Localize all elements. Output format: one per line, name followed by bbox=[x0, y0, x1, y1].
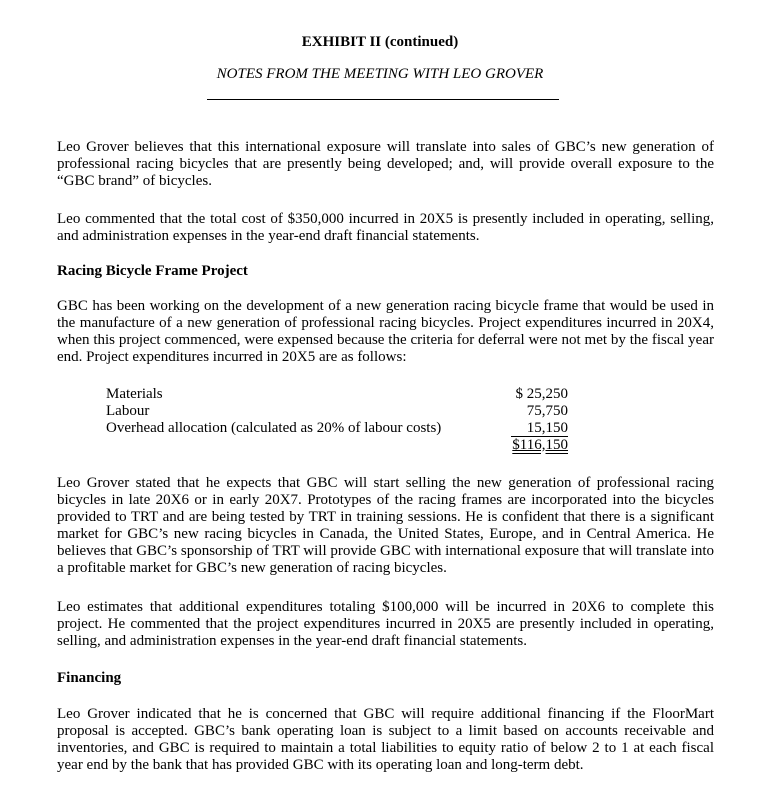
exhibit-title: EXHIBIT II (continued) bbox=[301, 34, 459, 50]
title-divider bbox=[207, 99, 559, 100]
paragraph-financing-concern: Leo Grover indicated that he is concerned that GBC will require additional financing if the FloorMart proposal is accepted. GBC’s bank operating loan is subject to a limit based on accounts receivable and inventories, and GBC is required to maintain a total liabilities to equity ratio of below 2 to 1 at each fiscal year end by the bank that has provided GBC with its operating loan and long-term debt. bbox=[57, 706, 714, 773]
paragraph-selling-expectations: Leo Grover stated that he expects that GBC will start selling the new generation of professional racing bicycles in late 20X6 or in early 20X7. Prototypes of the racing frames are incorporated into the bicycles provided to TRT and are being tested by TRT in training sessions. He is confident that there is a significant market for GBC’s new racing bicycles in Canada, the United States, Europe, and in Central America. He believes that GBC’s sponsorship of TRT will provide GBC with international exposure that will translate into a profitable market for GBC’s new generation of racing bicycles. bbox=[57, 475, 714, 576]
heading-financing: Financing bbox=[57, 670, 122, 686]
expenditure-label: Labour bbox=[106, 403, 150, 419]
expenditure-amount: 75,750 bbox=[526, 403, 568, 419]
heading-racing-frame-project: Racing Bicycle Frame Project bbox=[57, 263, 248, 279]
paragraph-additional-expenditures: Leo estimates that additional expenditures totaling $100,000 will be incurred in 20X6 to complete this project. He commented that the project expenditures incurred in 20X5 are presently included in operating, selling, and administration expenses in the year-end draft financial statements. bbox=[57, 599, 714, 649]
paragraph-international-exposure: Leo Grover believes that this international exposure will translate into sales of GBC’s new generation of professional racing bicycles that are presently being developed; and, will provide overall exposure to the “GBC brand” of bicycles. bbox=[57, 139, 714, 189]
paragraph-total-cost: Leo commented that the total cost of $350,000 incurred in 20X5 is presently included in operating, selling, and administration expenses in the year-end draft financial statements. bbox=[57, 211, 714, 244]
expenditure-label: Overhead allocation (calculated as 20% of labour costs) bbox=[106, 420, 442, 436]
expenditure-label: Materials bbox=[106, 386, 163, 402]
expenditure-row-overhead bbox=[106, 420, 576, 437]
expenditure-row-total bbox=[106, 437, 576, 454]
expenditure-row-materials bbox=[106, 386, 576, 403]
exhibit-subtitle: NOTES FROM THE MEETING WITH LEO GROVER bbox=[216, 66, 544, 82]
expenditure-amount: 15,150 bbox=[511, 420, 568, 437]
expenditure-amount: $ 25,250 bbox=[515, 386, 568, 402]
expenditure-amount-wrap bbox=[511, 420, 568, 437]
expenditures-table bbox=[106, 386, 576, 454]
paragraph-project-description: GBC has been working on the development of a new generation racing bicycle frame that would be used in the manufacture of a new generation of professional racing bicycles. Project expenditures incurred in 20X4, when this project commenced, were expensed because the criteria for deferral were not met by the fiscal year end. Project expenditures incurred in 20X5 are as follows: bbox=[57, 298, 714, 365]
expenditure-row-labour bbox=[106, 403, 576, 420]
expenditure-total: $116,150 bbox=[512, 437, 568, 453]
